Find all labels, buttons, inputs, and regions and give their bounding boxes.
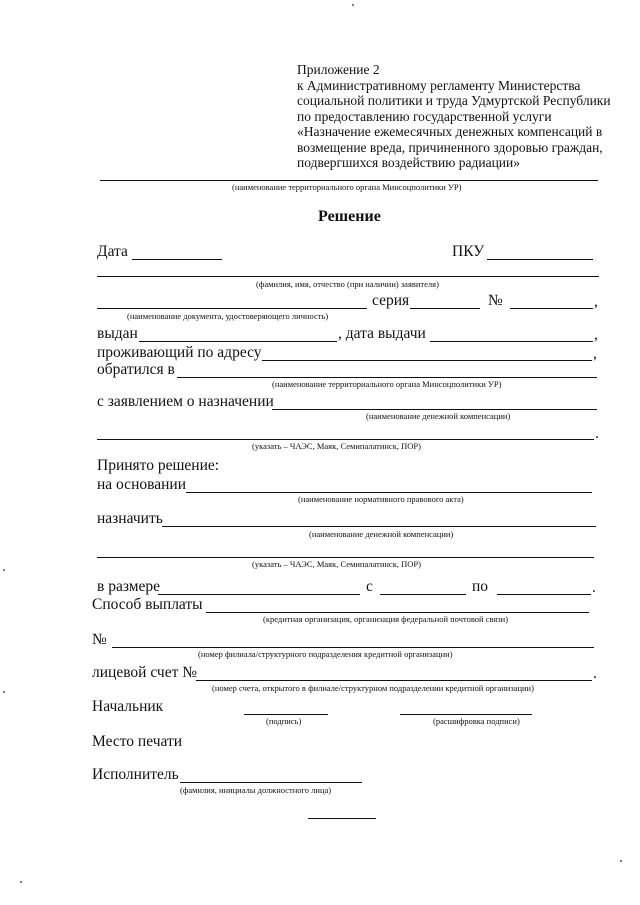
statement-field[interactable] xyxy=(272,409,597,410)
applied-label: обратился в xyxy=(97,361,175,378)
from-date-field[interactable] xyxy=(380,594,466,595)
period-2: . xyxy=(592,579,596,596)
payment-caption: (кредитная организация, организация федеральной почтовой связи) xyxy=(263,614,509,624)
appendix-header xyxy=(297,62,611,171)
header-line-3: социальной политики и труда Удмуртской Республики xyxy=(297,93,611,108)
executor-field[interactable] xyxy=(180,782,362,783)
authority-caption: (наименование территориального органа Минсоцполитики УР) xyxy=(232,182,462,192)
closing-line xyxy=(308,818,376,819)
issued-label: выдан xyxy=(97,325,138,342)
number-label: № xyxy=(488,292,503,309)
from-label: с xyxy=(366,578,373,595)
date-label: Дата xyxy=(97,243,128,260)
header-line-6: возмещение вреда, причиненного здоровью граждан, xyxy=(297,139,603,155)
document-field[interactable] xyxy=(97,308,367,309)
amount-field[interactable] xyxy=(158,594,360,595)
address-label: проживающий по адресу xyxy=(97,344,262,361)
header-line-2: к Административному регламенту Министерства xyxy=(297,77,581,93)
scan-speck xyxy=(3,691,5,693)
period-3: . xyxy=(593,665,597,682)
account-caption: (номер счета, открытого в филиале/структурном подразделении кредитной организации) xyxy=(212,683,534,693)
scan-speck xyxy=(3,569,5,571)
signature-caption: (подпись) xyxy=(266,716,302,726)
document-caption: (наименование документа, удостоверяющего личность) xyxy=(127,311,329,321)
seal-label: Место печати xyxy=(92,733,183,750)
header-line-5: «Назначение ежемесячных денежных компенсаций в xyxy=(297,124,603,139)
header-line-7: подвергшихся воздействию радиации» xyxy=(297,155,520,170)
series-label: серия xyxy=(372,292,410,309)
payment-field[interactable] xyxy=(206,612,589,613)
scan-speck xyxy=(20,881,22,883)
date-field[interactable] xyxy=(132,259,222,260)
decoding-field[interactable] xyxy=(400,714,532,715)
applicant-name-field[interactable] xyxy=(97,276,599,277)
number-field[interactable] xyxy=(510,308,593,309)
assign-caption: (наименование денежной компенсации) xyxy=(309,529,454,539)
comma-1: , xyxy=(594,293,598,310)
assign-field[interactable] xyxy=(162,526,596,527)
address-field[interactable] xyxy=(262,360,592,361)
account-label: лицевой счет № xyxy=(92,664,198,681)
issue-date-field[interactable] xyxy=(430,341,593,342)
series-field[interactable] xyxy=(410,308,480,309)
comma-2: , xyxy=(594,326,598,343)
to-date-field[interactable] xyxy=(497,594,591,595)
executor-label: Исполнитель xyxy=(92,766,179,783)
account-field[interactable] xyxy=(196,680,592,681)
header-line-4: по предоставлению государственной услуги xyxy=(297,108,552,124)
basis-label: на основании xyxy=(97,476,186,493)
basis-field[interactable] xyxy=(186,492,592,493)
scan-speck xyxy=(352,4,354,6)
header-line-1: Приложение 2 xyxy=(297,62,380,77)
amount-label: в размере xyxy=(97,578,161,595)
branch-number-label: № xyxy=(92,631,107,648)
statement-caption: (наименование денежной компенсации) xyxy=(366,411,511,421)
issue-date-label: , дата выдачи xyxy=(338,325,426,342)
decision-label: Принято решение: xyxy=(97,457,220,474)
decoding-caption: (расшифровка подписи) xyxy=(433,716,520,726)
branch-caption: (номер филиала/структурного подразделения кредитной организации) xyxy=(198,649,453,659)
specify-field-2[interactable] xyxy=(97,557,594,558)
specify-caption-1: (указать – ЧАЭС, Маяк, Семипалатинск, ПОР) xyxy=(252,441,421,451)
payment-label: Способ выплаты xyxy=(92,596,203,613)
scan-speck xyxy=(620,860,622,862)
statement-label: с заявлением о назначении xyxy=(97,393,274,410)
period-1: . xyxy=(595,425,599,442)
pku-label: ПКУ xyxy=(452,243,485,260)
signature-field[interactable] xyxy=(244,714,328,715)
branch-number-field[interactable] xyxy=(112,647,594,648)
specify-field-1[interactable] xyxy=(97,439,594,440)
applied-field[interactable] xyxy=(177,377,597,378)
comma-3: , xyxy=(593,345,597,362)
applicant-caption: (фамилия, имя, отчество (при наличии) заявителя) xyxy=(256,279,439,289)
executor-caption: (фамилия, инициалы должностного лица) xyxy=(180,785,332,795)
pku-field[interactable] xyxy=(487,259,593,260)
issued-by-field[interactable] xyxy=(139,341,337,342)
head-label: Начальник xyxy=(92,698,164,715)
basis-caption: (наименование нормативного правового акта) xyxy=(298,494,464,504)
to-label: по xyxy=(472,578,489,595)
specify-caption-2: (указать – ЧАЭС, Маяк, Семипалатинск, ПОР) xyxy=(252,559,421,569)
authority-line[interactable] xyxy=(100,180,598,181)
assign-label: назначить xyxy=(97,510,163,527)
document-title: Решение xyxy=(318,208,381,225)
applied-caption: (наименование территориального органа Минсоцполитики УР) xyxy=(272,379,502,389)
